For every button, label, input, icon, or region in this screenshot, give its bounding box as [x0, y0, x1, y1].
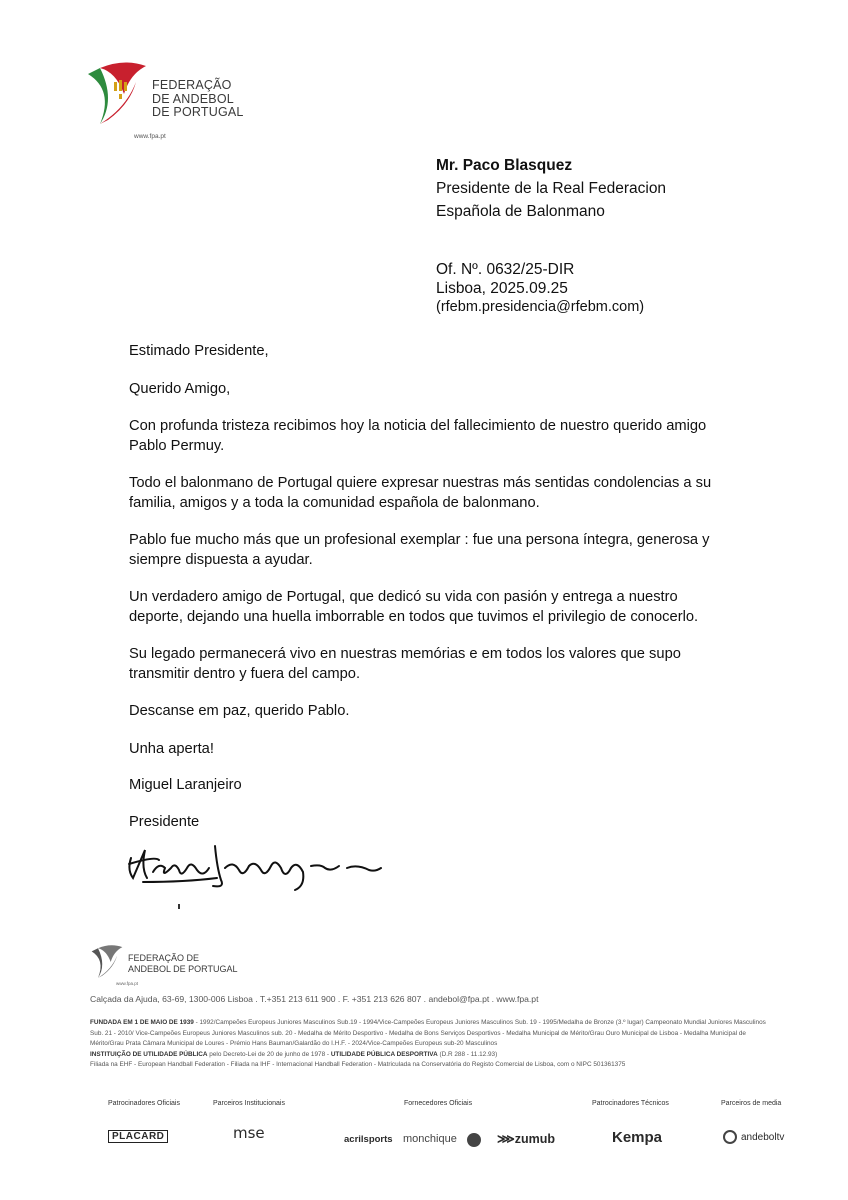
letter-body — [129, 342, 729, 850]
greeting: Querido Amigo, — [129, 380, 231, 397]
reference-number: Of. Nº. 0632/25-DIR — [436, 261, 575, 278]
signer-name: Miguel Laranjeiro — [129, 777, 242, 793]
footer-org-name: FEDERAÇÃO DE ANDEBOL DE PORTUGAL — [128, 953, 238, 974]
salutation: Estimado Presidente, — [129, 343, 269, 359]
recipient-title-1: Presidente de la Real Federacion — [436, 180, 667, 197]
sponsor-label-media: Parceiros de media — [721, 1100, 782, 1107]
sponsor-kempa: Kempa — [612, 1129, 663, 1146]
paragraph-1: Con profunda tristeza recibimos hoy la noticia del fallecimiento de nuestro querido amigo Pablo Permuy. — [129, 418, 707, 454]
org-url: www.fpa.pt — [134, 133, 166, 140]
sponsor-mse: mse — [233, 1124, 265, 1142]
founded-text: - 1992/Campeões Europeus Juniores Masculinos Sub.19 - 1994/Vice-Campeões Europeus Juniores Masculinos Sub. 19 - 1995/Medalha de Bronze (3.º lugar) Campeonato Mundial Juniores Masculinos Sub. 21 - 2010/ Vice-Campeões Europeus Juniores Masculinos sub. 20 - Medalha de Mérito Desportivo - Medalha de Bons Serviços Desportivos - Medalha Municipal de Mérito/Grau Ouro Municipal de Lisboa - Medalha Municipal de Mérito/Grau Prata Câmara Municipal de Loures - Prémio Hans Bauman/Galardão do I.H.F. - 2024/Vice-Campeões Europeus sub-20 Masculinos — [90, 1019, 766, 1047]
sponsor-label-tecnicos: Patrocinadores Técnicos — [592, 1100, 669, 1107]
sponsor-acrilsports: acrilsports — [344, 1134, 393, 1145]
paragraph-6: Descanse em paz, querido Pablo. — [129, 703, 350, 719]
fpa-footer-logo — [90, 944, 124, 980]
paragraph-5: Su legado permanecerá vivo en nuestras memórias e em todos los valores que supo transmitir dentro y fuera del campo. — [129, 646, 681, 682]
closing: Unha aperta! — [129, 740, 214, 757]
footer-address: Calçada da Ajuda, 63-69, 1300-006 Lisboa . T.+351 213 611 900 . F. +351 213 626 807 . andebol@fpa.pt . www.fpa.pt — [90, 994, 539, 1004]
paragraph-3: Pablo fue mucho más que un profesional exemplar : fue una persona íntegra, generosa y siempre dispuesta a ayudar. — [129, 532, 710, 568]
monchique-badge-icon — [467, 1133, 481, 1147]
handwritten-signature — [125, 838, 385, 898]
signer-role: Presidente — [129, 813, 200, 830]
sponsor-placard: PLACARD — [108, 1130, 168, 1143]
paragraph-2: Todo el balonmano de Portugal quiere expresar nuestras más sentidas condolencias a su familia, amigos y a toda la comunidad española de balonmano. — [129, 475, 712, 511]
affiliation: Filiada na EHF - European Handball Federation - Filiada na IHF - Internacional Handball Federation - Matriculada na Conservatória do Registo Comercial de Lisboa, com o NIPC 501361375 — [90, 1061, 626, 1068]
paragraph-4: Un verdadero amigo de Portugal, que dedicó su vida con pasión y entrega a nuestro deporte, dejando una huella imborrable en todos que tuvimos el privilegio de conocerlo. — [129, 589, 699, 625]
place-date: Lisboa, 2025.09.25 — [436, 280, 568, 297]
sponsor-label-institucionais: Parceiros Institucionais — [213, 1100, 285, 1107]
andeboltv-icon — [723, 1130, 737, 1144]
recipient-email: (rfebm.presidencia@rfebm.com) — [436, 299, 645, 315]
recipient-title-2: Española de Balonmano — [436, 203, 605, 220]
fpa-logo — [86, 60, 148, 128]
recipient-block — [436, 154, 666, 223]
founded-label: FUNDADA EM 1 DE MAIO DE 1939 — [90, 1019, 194, 1026]
reference-block — [436, 260, 644, 317]
sponsor-zumub: ⋙zumub — [497, 1132, 556, 1146]
sponsor-label-oficiais: Patrocinadores Oficiais — [108, 1100, 180, 1107]
recipient-name: Mr. Paco Blasquez — [436, 157, 573, 174]
sponsor-monchique: monchique — [403, 1133, 457, 1145]
footer-url: www.fpa.pt — [116, 981, 139, 986]
signature-mark — [178, 904, 180, 909]
util-label: INSTITUIÇÃO DE UTILIDADE PÚBLICA — [90, 1050, 208, 1058]
org-name: FEDERAÇÃO DE ANDEBOL DE PORTUGAL — [152, 78, 244, 119]
sponsor-andeboltv: andeboltv — [741, 1132, 785, 1143]
sponsor-label-fornecedores: Fornecedores Oficiais — [404, 1100, 473, 1107]
footer-fine-print: FUNDADA EM 1 DE MAIO DE 1939 - 1992/Campeões Europeus Juniores Masculinos Sub.19 - 1994/Vice-Campeões Europeus Juniores Masculinos Sub. 19 - 1995/Medalha de Bronze (3.º lugar) Campeonato Mundial Juniores Masculinos Sub. 21 - 2010/ Vice-Campeões Europeus Juniores Masculinos sub. 20 - Medalha de Mérito Desportivo - Medalha de Bons Serviços Desportivos - Medalha Municipal de Mérito/Grau Ouro Municipal de Lisboa - Medalha Municipal de Mérito/Grau Prata Câmara Municipal de Loures - Prémio Hans Bauman/Galardão do I.H.F. - 2024/Vice-Campeões Europeus sub-20 Masculinos INSTITUIÇÃO DE UTILIDADE PÚBLICA pelo Decreto-Lei de 20 de junho de 1978 - UTILIDADE PÚBLICA DESPORTIVA (D.R 288 - 11.12.93) Filiada na EHF - European Handball Federation - Filiada na IHF - Internacional Handball Federation - Matriculada na Conservatória do Registo Comercial de Lisboa, com o NIPC 501361375 — [90, 1018, 770, 1071]
